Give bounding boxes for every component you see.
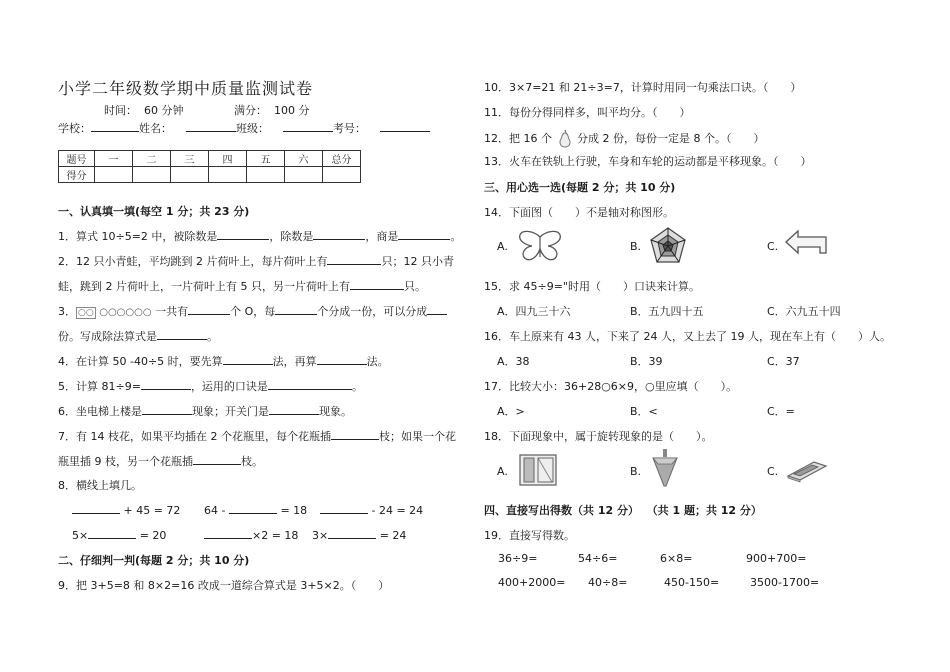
question-7-line1: 7．有 14 枝花，如果平均插在 2 个花瓶里，每个花瓶插 枝；如果一个花: [58, 430, 456, 443]
q18-option-b-label[interactable]: B.: [630, 465, 642, 478]
question-9: 9．把 3+5=8 和 8×2=16 改成一道综合算式是 3+5×2。（ ）: [58, 579, 390, 592]
section-4-heading: 四、直接写出得数（共 12 分） （共 1 题；共 12 分）: [484, 504, 762, 517]
question-6: 6．坐电梯上楼是 现象；开关门是 现象。: [58, 405, 352, 418]
q14-option-a-label[interactable]: A.: [497, 240, 508, 253]
q16-option-a[interactable]: A．38: [497, 355, 530, 368]
q18-option-a-label[interactable]: A.: [497, 465, 508, 478]
question-7-line2: 瓶里插 9 枝，另一个花瓶插 枝。: [58, 455, 263, 468]
question-8-row2-b: ×2 = 18: [204, 527, 298, 542]
q15-option-b[interactable]: B．五九四十五: [630, 305, 704, 318]
question-4: 4．在计算 50 -40÷5 时，要先算 法，再算 法。: [58, 355, 389, 368]
q15-option-c[interactable]: C．六九五十四: [767, 305, 841, 318]
calc-item: 450-150=: [664, 576, 720, 589]
spiderweb-icon: [648, 226, 688, 266]
school-blank[interactable]: [91, 120, 139, 132]
question-8-row2-a: 5× = 20: [72, 529, 167, 542]
name-blank[interactable]: [186, 120, 236, 132]
calc-item: 54÷6=: [578, 552, 618, 565]
q17-option-a[interactable]: A．>: [497, 405, 525, 418]
arrow-shape-icon: [784, 229, 830, 259]
section-2-heading: 二、仔细判一判(每题 2 分；共 10 分): [58, 554, 250, 567]
question-16: 16．车上原来有 43 人，下来了 24 人，又上去了 19 人，现在车上有（ ）人。: [484, 330, 891, 343]
question-3-line1: 3． ○○ ○○○○○○ 一共有 个 O，每 个分成一份，可以分成: [58, 303, 447, 319]
question-2-line2: 蛙，跳到 2 片荷叶上，一片荷叶上有 5 只，另一片荷叶上有 只。: [58, 280, 426, 293]
section-1-heading: 一、认真填一填(每空 1 分；共 23 分): [58, 205, 250, 218]
calc-item: 40÷8=: [588, 576, 628, 589]
question-12: 12．把 16 个 分成 2 份，每份一定是 8 个。（ ）: [484, 128, 764, 148]
calc-item: 400+2000=: [498, 576, 566, 589]
question-8-row2-c: 3× = 24: [312, 529, 407, 542]
time-info: 时间： 60 分钟: [104, 104, 184, 117]
calc-item: 3500-1700=: [750, 576, 820, 589]
question-13: 13．火车在铁轨上行驶，车身和车轮的运动都是平移现象。（ ）: [484, 155, 812, 168]
score-info: 满分： 100 分: [234, 104, 310, 117]
section-3-heading: 三、用心选一选(每题 2 分；共 10 分): [484, 181, 676, 194]
question-8: 8．横线上填几。: [58, 479, 142, 492]
student-info-line: 学校： 姓名： 班级： 考号：: [58, 120, 430, 136]
question-8-row1-a: + 45 = 72: [72, 502, 180, 517]
score-table: [58, 150, 361, 183]
question-15: 15．求 45÷9="时用（ ）口诀来计算。: [484, 280, 700, 293]
calc-item: 900+700=: [746, 552, 807, 565]
q16-option-b[interactable]: B．39: [630, 355, 663, 368]
score-table-score-row: 得分: [59, 167, 361, 183]
window-icon: [518, 452, 560, 488]
question-8-row1-c: - 24 = 24: [320, 502, 423, 517]
q14-option-c-label[interactable]: C.: [767, 240, 779, 253]
question-2-line1: 2．12 只小青蛙，平均跳到 2 片荷叶上，每片荷叶上有 只；12 只小青: [58, 255, 454, 268]
sliding-drawer-icon: [784, 456, 830, 484]
calc-item: 6×8=: [660, 552, 693, 565]
question-18: 18．下面现象中，属于旋转现象的是（ ）。: [484, 430, 713, 443]
spinning-top-icon: [650, 448, 680, 488]
score-table-header-row: 题号 一 二 三 四 五 六 总分: [59, 151, 361, 167]
exam-no-blank[interactable]: [380, 120, 430, 132]
question-5: 5．计算 81÷9= ，运用的口诀是 。: [58, 380, 363, 393]
question-1: 1．算式 10÷5=2 中，被除数是 ，除数是 ，商是 。: [58, 230, 462, 243]
page-title: 小学二年级数学期中质量监测试卷: [58, 79, 314, 98]
q14-option-b-label[interactable]: B.: [630, 240, 642, 253]
question-8-row1-b: 64 - = 18: [204, 504, 308, 517]
question-19: 19．直接写得数。: [484, 529, 575, 542]
class-blank[interactable]: [283, 120, 333, 132]
pear-icon: [556, 128, 574, 148]
question-11: 11．每份分得同样多，叫平均分。（ ）: [484, 106, 691, 119]
q16-option-c[interactable]: C．37: [767, 355, 800, 368]
question-14: 14．下面图（ ）不是轴对称图形。: [484, 206, 674, 219]
butterfly-icon: [516, 229, 564, 263]
circles-group-icon: ○○: [78, 308, 94, 318]
q15-option-a[interactable]: A．四九三十六: [497, 305, 571, 318]
q18-option-c-label[interactable]: C.: [767, 465, 779, 478]
question-17: 17．比较大小：36+28○6×9，○里应填（ ）。: [484, 380, 738, 393]
calc-item: 36÷9=: [498, 552, 538, 565]
question-10: 10．3×7=21 和 21÷3=7，计算时用同一句乘法口诀。（ ）: [484, 81, 802, 94]
q17-option-b[interactable]: B．<: [630, 405, 658, 418]
q17-option-c[interactable]: C．=: [767, 405, 795, 418]
question-3-line2: 份。写成除法算式是 。: [58, 330, 218, 343]
